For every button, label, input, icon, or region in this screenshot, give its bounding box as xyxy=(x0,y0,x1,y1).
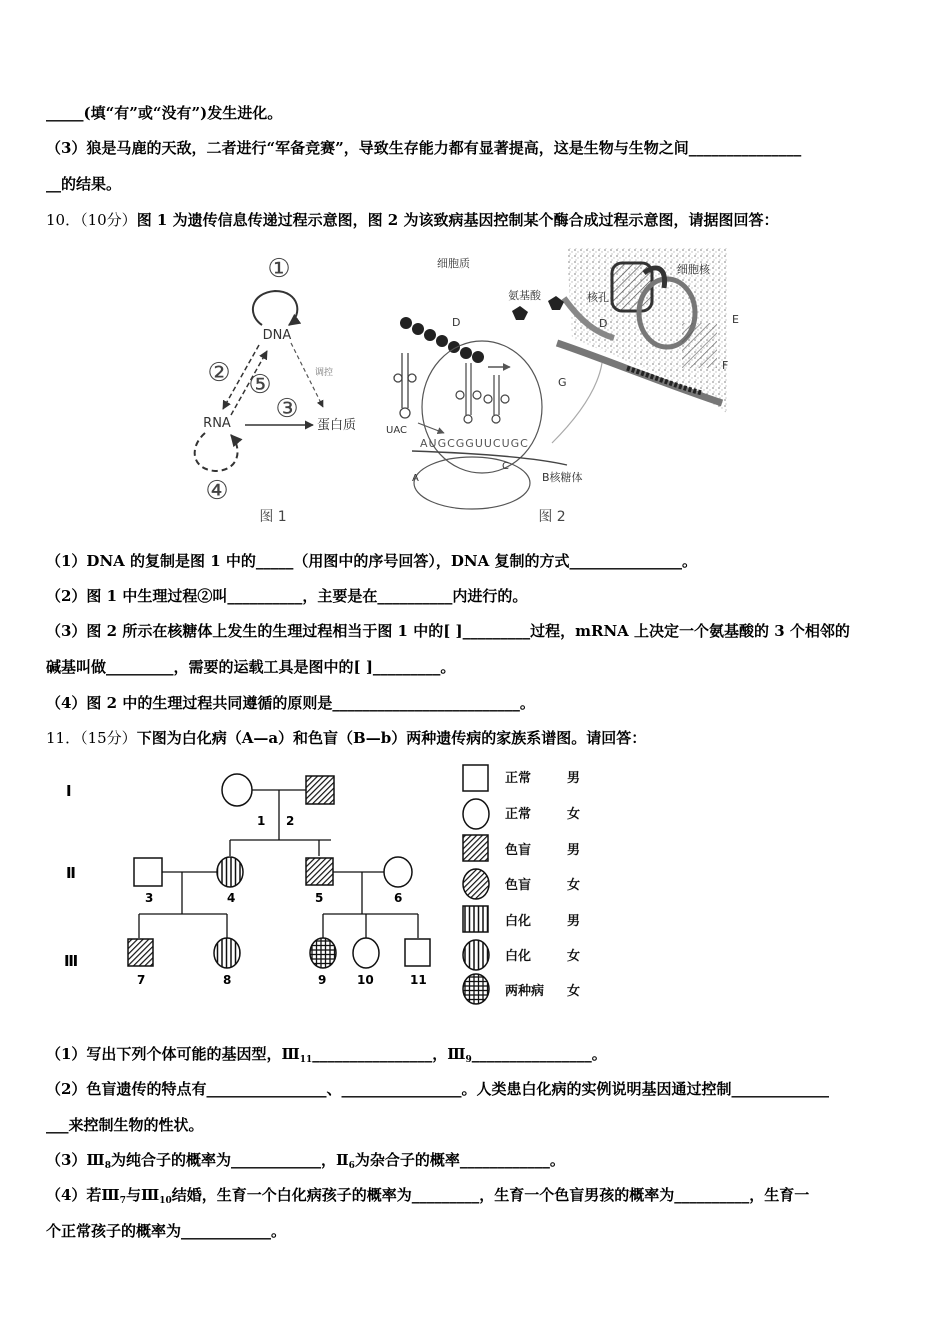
nuclear-pore-label: 核孔 xyxy=(587,291,609,304)
question-10-part-1: （1）DNA 的复制是图 1 中的_____（用图中的序号回答），DNA 复制的方式_______________。 xyxy=(46,552,697,570)
trna-arrow xyxy=(418,423,444,433)
text-line-3: __的结果。 xyxy=(46,175,122,193)
question-11-number: 11．（15分） xyxy=(46,729,137,747)
q11-4-text-a: （4）若Ⅲ xyxy=(46,1186,120,1204)
label-6: 6 xyxy=(394,891,403,905)
q11-4-text-c: 结婚，生育一个白化病孩子的概率为_________，生育一个色盲男孩的概率为__________，生育一 xyxy=(171,1186,810,1204)
process-3-label: ③ xyxy=(275,394,299,424)
legend-6-a: 两种病 xyxy=(505,984,545,999)
text-line-1: _____(填“有”或“没有”)发生进化。 xyxy=(46,104,283,122)
label-f: F xyxy=(722,359,729,372)
generation-2-label: Ⅱ xyxy=(66,864,76,882)
label-3: 3 xyxy=(145,891,154,905)
label-e: E xyxy=(732,313,739,326)
side-label: 调控 xyxy=(315,368,334,378)
label-c: C xyxy=(502,461,509,472)
question-11-part-1 xyxy=(46,1043,607,1065)
label-2: 2 xyxy=(286,814,295,828)
question-11-heading xyxy=(46,727,646,748)
q11-3-sub-2: 6 xyxy=(348,1161,355,1171)
generation-1-label: Ⅰ xyxy=(66,782,72,800)
question-11-text: 下图为白化病（A—a）和色盲（B—b）两种遗传病的家族系谱图。请回答： xyxy=(136,729,647,747)
q11-3-text-c: 为杂合子的概率____________。 xyxy=(354,1151,565,1169)
label-8: 8 xyxy=(223,973,232,987)
pedigree-legend xyxy=(455,760,605,1010)
legend-normal-female-symbol xyxy=(463,799,489,829)
ribosome-small xyxy=(414,457,530,509)
legend-0-a: 正常 xyxy=(505,771,532,786)
peptide-chain xyxy=(400,317,484,363)
q11-3-text-a: （3）Ⅲ xyxy=(46,1151,105,1169)
mrna-sequence: AUGCGGUUCUGC xyxy=(420,437,529,450)
question-11-part-4b: 个正常孩子的概率为____________。 xyxy=(46,1222,287,1240)
trna-left xyxy=(394,353,416,418)
label-a: A xyxy=(412,473,419,484)
label-1: 1 xyxy=(257,814,266,828)
figure-1-caption: 图 1 xyxy=(259,509,287,525)
question-10-part-2: （2）图 1 中生理过程②叫__________，主要是在__________内进行的。 xyxy=(46,587,528,605)
pointer-line xyxy=(552,363,602,443)
question-10-part-4: （4）图 2 中的生理过程共同遵循的原则是_________________________。 xyxy=(46,694,535,712)
nucleus-label: 细胞核 xyxy=(677,263,710,276)
label-10: 10 xyxy=(357,973,374,987)
q11-1-sub-2: 9 xyxy=(465,1055,472,1065)
amino-acid-label: 氨基酸 xyxy=(508,289,541,302)
process-5-label: ⑤ xyxy=(248,370,272,400)
rna-label: RNA xyxy=(203,416,231,431)
legend-albino-male-symbol xyxy=(463,906,488,932)
question-10-number: 10．（10分） xyxy=(46,211,137,229)
anticodon-label: UAC xyxy=(386,425,407,436)
question-10-part-3a: （3）图 2 所示在核糖体上发生的生理过程相当于图 1 中的[ ]_________过程，mRNA 上决定一个氨基酸的 3 个相邻的 xyxy=(46,622,850,640)
q11-4-sub-2: 10 xyxy=(159,1196,172,1206)
label-d-1: D xyxy=(452,316,461,329)
legend-colorblind-male-symbol xyxy=(463,835,488,861)
legend-5-b: 女 xyxy=(567,949,581,964)
protein-label: 蛋白质 xyxy=(317,418,357,433)
q11-4-sub-1: 7 xyxy=(119,1196,126,1206)
label-d-2: D xyxy=(599,317,608,330)
q11-4-text-b: 与Ⅲ xyxy=(125,1186,160,1204)
question-10-text: 图 1 为遗传信息传递过程示意图，图 2 为该致病基因控制某个酶合成过程示意图，请据图回答： xyxy=(136,211,779,229)
legend-0-b: 男 xyxy=(567,771,581,786)
label-g: G xyxy=(558,376,567,389)
dna-label: DNA xyxy=(262,328,292,343)
individual-II3 xyxy=(134,858,162,886)
legend-both-female-symbol xyxy=(463,974,489,1004)
process-1-label: ① xyxy=(267,254,291,284)
question-11-part-3 xyxy=(46,1149,565,1171)
question-11-part-2b: ___来控制生物的性状。 xyxy=(46,1116,204,1134)
generation-3-label: Ⅲ xyxy=(64,952,79,970)
dna-hatch-2 xyxy=(682,323,717,368)
q11-1-text-b: ________________，Ⅲ xyxy=(312,1045,466,1063)
figure-1 xyxy=(185,247,355,527)
legend-6-b: 女 xyxy=(567,984,581,999)
amino-acid-1 xyxy=(512,306,528,320)
individual-I2 xyxy=(306,776,334,804)
question-11-part-4a xyxy=(46,1184,809,1206)
individual-I1 xyxy=(222,774,252,806)
label-4: 4 xyxy=(227,891,236,905)
individual-III10 xyxy=(353,938,379,968)
legend-2-a: 色盲 xyxy=(505,843,532,858)
individual-II6 xyxy=(384,857,412,887)
legend-3-a: 色盲 xyxy=(505,878,532,893)
legend-2-b: 男 xyxy=(567,843,581,858)
replication-loop xyxy=(253,291,297,325)
rna-replication-loop xyxy=(195,433,238,471)
individual-II5 xyxy=(306,858,333,885)
process-2-label: ② xyxy=(207,358,231,388)
pedigree-chart xyxy=(50,760,440,1000)
q11-1-sub-1: 11 xyxy=(299,1055,313,1065)
ribosome-label: B核糖体 xyxy=(542,471,583,484)
label-11: 11 xyxy=(410,973,427,987)
q11-1-text-c: ________________。 xyxy=(471,1045,607,1063)
text-line-2: （3）狼是马鹿的天敌，二者进行“军备竞赛”，导致生存能力都有显著提高，这是生物与生物之间_______________ xyxy=(46,139,802,157)
legend-3-b: 女 xyxy=(567,878,581,893)
question-10-heading xyxy=(46,209,778,230)
q11-1-text-a: （1）写出下列个体可能的基因型，Ⅲ xyxy=(46,1045,300,1063)
question-11-part-2a: （2）色盲遗传的特点有________________、________________。人类患白化病的实例说明基因通过控制_____________ xyxy=(46,1080,829,1098)
trna-middle xyxy=(456,363,509,423)
amino-acid-2 xyxy=(548,296,564,310)
figure-2 xyxy=(382,243,739,528)
question-10-part-3b: 碱基叫做_________，需要的运载工具是图中的[ ]_________。 xyxy=(46,658,456,676)
q11-3-text-b: 为纯合子的概率为____________，Ⅱ xyxy=(110,1151,349,1169)
individual-III11 xyxy=(405,939,430,966)
individual-III7 xyxy=(128,939,153,966)
label-5: 5 xyxy=(315,891,324,905)
legend-albino-female-symbol xyxy=(463,940,489,970)
individual-III9 xyxy=(310,938,336,968)
figure-2-caption: 图 2 xyxy=(538,509,566,525)
individual-III8 xyxy=(214,938,240,968)
legend-colorblind-female-symbol xyxy=(463,869,489,899)
legend-1-b: 女 xyxy=(567,807,581,822)
label-9: 9 xyxy=(318,973,327,987)
q11-3-sub-1: 8 xyxy=(104,1161,111,1171)
legend-4-a: 白化 xyxy=(505,914,532,929)
legend-normal-male-symbol xyxy=(463,765,488,791)
label-7: 7 xyxy=(137,973,146,987)
process-4-label: ④ xyxy=(205,476,229,506)
legend-5-a: 白化 xyxy=(505,949,532,964)
legend-4-b: 男 xyxy=(567,914,581,929)
legend-1-a: 正常 xyxy=(505,807,532,822)
individual-II4 xyxy=(217,857,243,887)
cytoplasm-label: 细胞质 xyxy=(437,257,470,270)
